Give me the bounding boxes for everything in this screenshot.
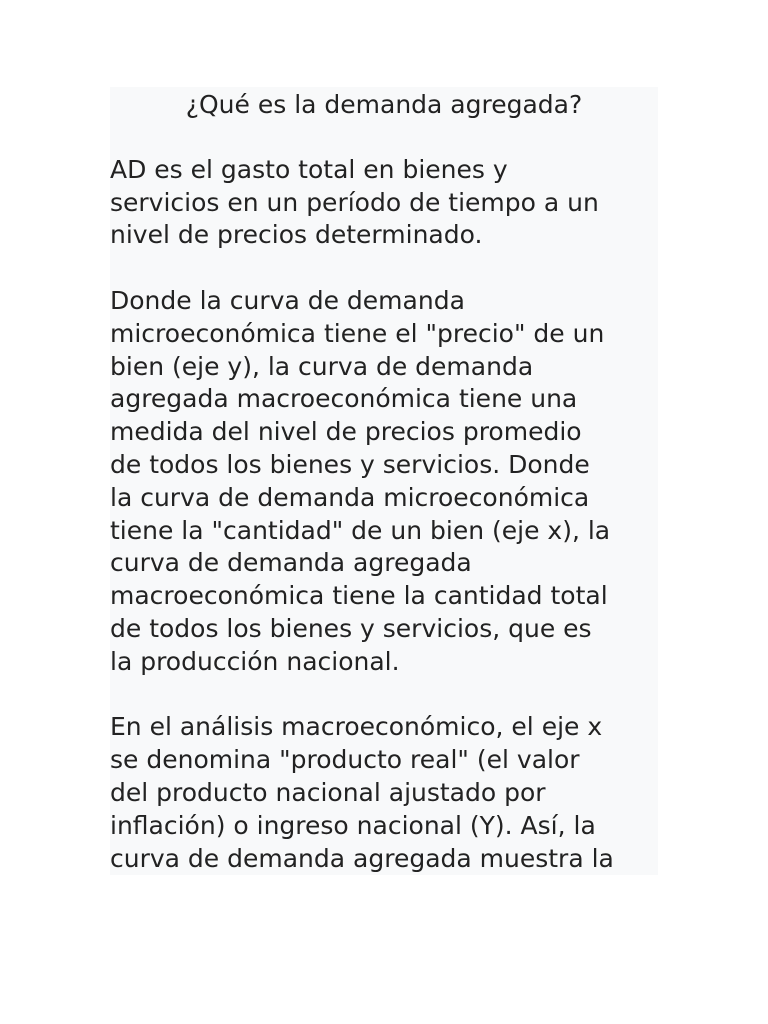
text-line: En el análisis macroeconómico, el eje x — [110, 712, 603, 742]
text-line: macroeconómica tiene la cantidad total — [110, 581, 608, 611]
spacer — [110, 679, 658, 712]
text-line: curva de demanda agregada muestra la — [110, 843, 614, 873]
text-line: curva de demanda agregada — [110, 548, 472, 578]
spacer — [110, 121, 658, 154]
text-line: inflación) o ingreso nacional (Y). Así, la — [110, 810, 596, 840]
document-page — [110, 87, 658, 875]
text-line: de todos los bienes y servicios, que es — [110, 613, 592, 643]
page-title: ¿Qué es la demanda agregada? — [185, 90, 583, 119]
text-line: de todos los bienes y servicios. Donde — [110, 449, 590, 479]
text-line: la producción nacional. — [110, 646, 400, 676]
text-line: se denomina "producto real" (el valor — [110, 745, 580, 775]
text-line: bien (eje y), la curva de demanda — [110, 351, 534, 381]
paragraph-2 — [110, 285, 658, 679]
paragraph-3 — [110, 711, 658, 875]
text-line: agregada macroeconómica tiene una — [110, 384, 578, 414]
text-line: tiene la "cantidad" de un bien (eje x), la — [110, 515, 611, 545]
text-line: AD es el gasto total en bienes y — [110, 154, 508, 184]
text-line: la curva de demanda microeconómica — [110, 482, 590, 512]
paragraph-1 — [110, 154, 658, 252]
spacer — [110, 252, 658, 285]
text-line: Donde la curva de demanda — [110, 285, 465, 315]
text-line: microeconómica tiene el "precio" de un — [110, 318, 605, 348]
text-line: del producto nacional ajustado por — [110, 777, 546, 807]
text-line: servicios en un período de tiempo a un — [110, 187, 599, 217]
text-line: nivel de precios determinado. — [110, 220, 483, 250]
text-line: medida del nivel de precios promedio — [110, 417, 582, 447]
